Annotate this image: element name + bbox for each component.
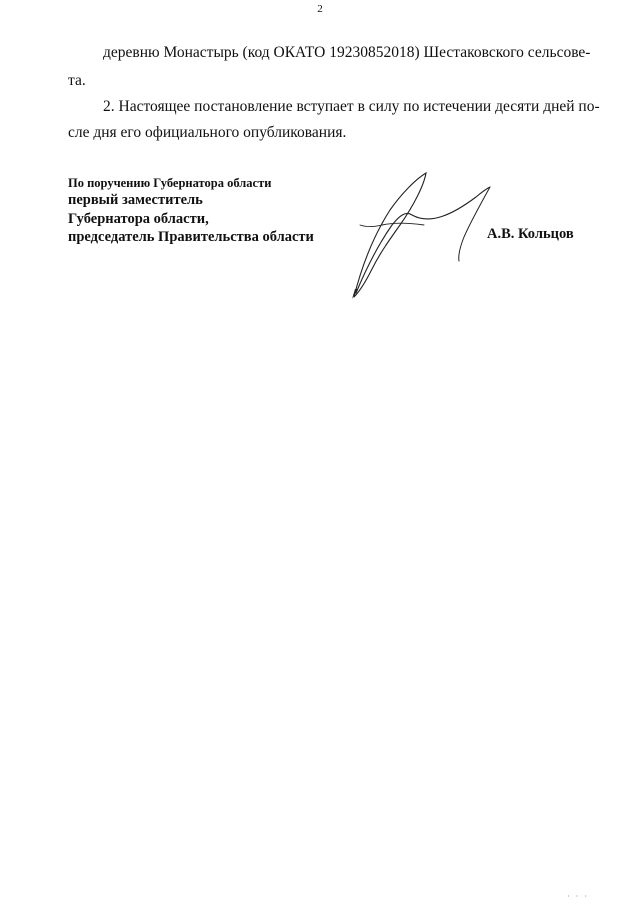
body-text-line: 2. Настоящее постановление вступает в силу по истечении десяти дней по- [103, 98, 600, 115]
signer-name: А.В. Кольцов [487, 226, 574, 242]
signature-block [68, 175, 314, 247]
body-text-line: сле дня его официального опубликования. [68, 124, 347, 141]
body-text-line: деревню Монастырь (код ОКАТО 19230852018) Шестаковского сельсове- [103, 44, 591, 61]
on-behalf-text: По поручению Губернатора области [68, 176, 272, 190]
scan-mark-icon: · · · [567, 892, 589, 901]
page-number: 2 [317, 3, 323, 15]
signer-position: председатель Правительства области [68, 229, 314, 245]
body-text-line: та. [68, 72, 86, 89]
handwritten-signature-icon [340, 165, 510, 305]
signer-position: первый заместитель [68, 192, 203, 208]
signer-position: Губернатора области, [68, 210, 209, 227]
